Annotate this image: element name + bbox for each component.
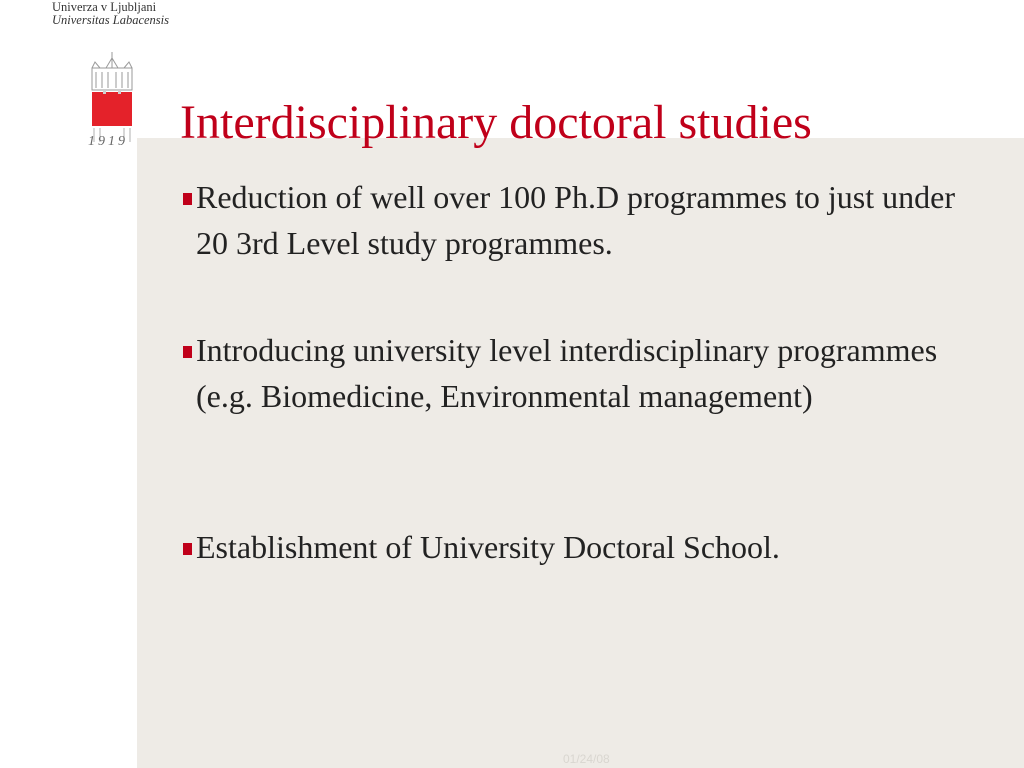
bullet-square-icon (183, 543, 192, 555)
bullet-text: Introducing university level interdisciplinary programmes (e.g. Biomedicine, Environmental management) (196, 332, 938, 414)
bullet-square-icon (183, 346, 192, 358)
university-name-slovene: Univerza v Ljubljani (52, 0, 157, 14)
university-name-latin: Universitas Labacensis (52, 13, 170, 27)
bullet-item (196, 524, 986, 570)
bullet-square-icon (183, 193, 192, 205)
footer-date: 01/24/08 (563, 752, 610, 766)
bullet-text: Establishment of University Doctoral School. (196, 529, 780, 565)
university-name (52, 1, 182, 27)
logo-year-caption: 1919 (88, 134, 128, 149)
slide-title: Interdisciplinary doctoral studies (180, 96, 812, 149)
bullet-item (196, 174, 986, 266)
bullet-item (196, 327, 986, 419)
bullet-text: Reduction of well over 100 Ph.D programmes to just under 20 3rd Level study programmes. (196, 179, 955, 261)
